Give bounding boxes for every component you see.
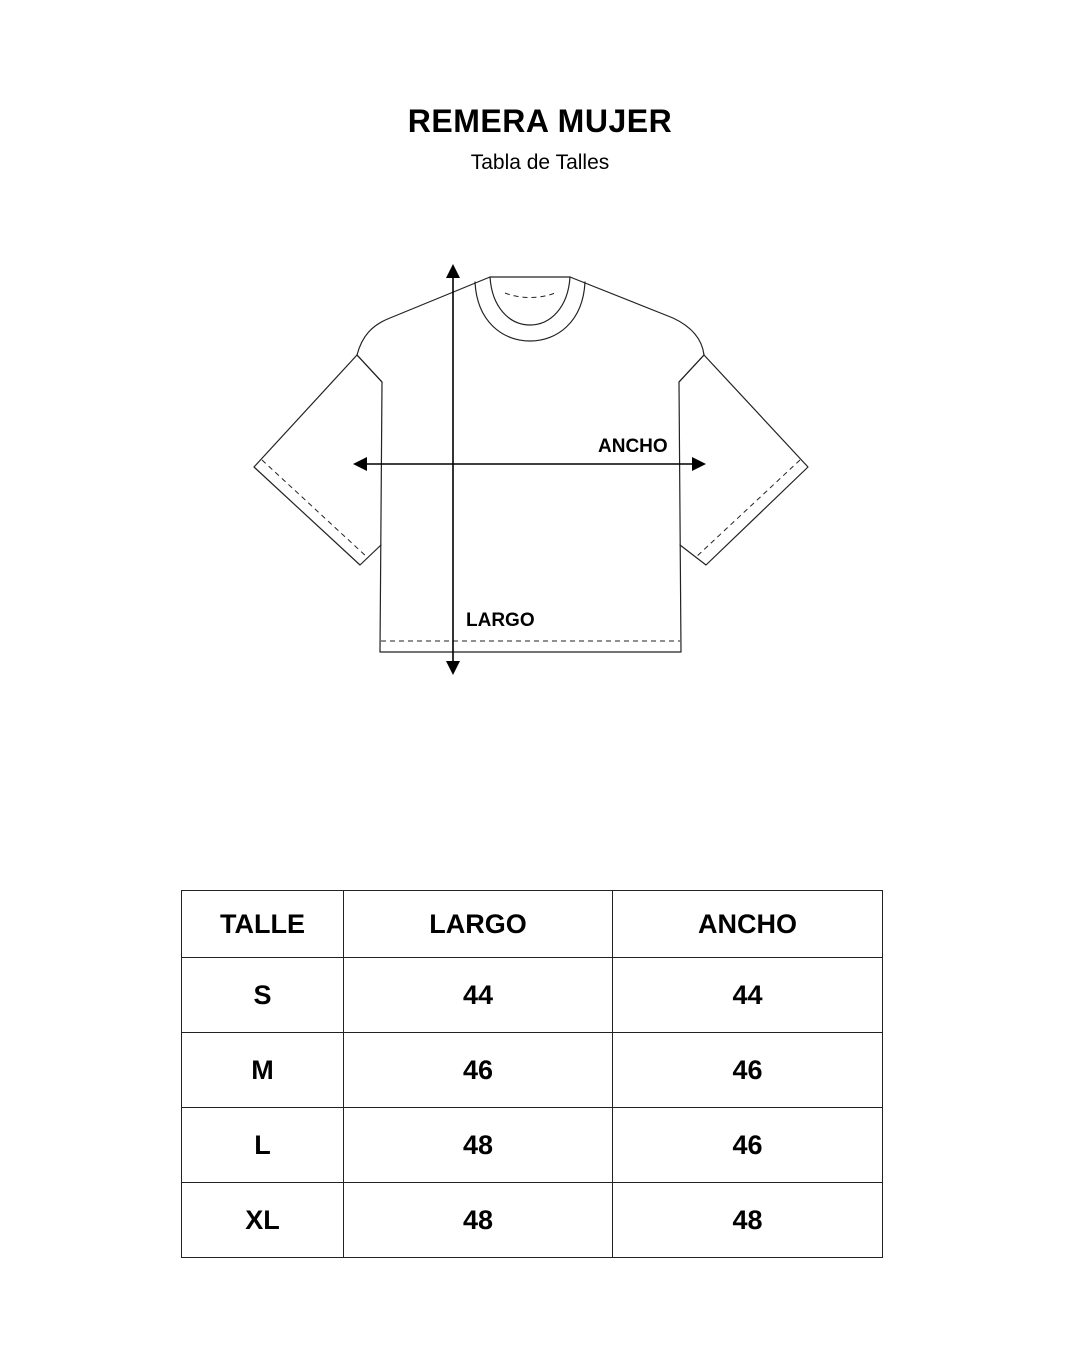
right-sleeve <box>680 355 808 565</box>
length-arrow-down-icon <box>446 661 460 675</box>
collar-inner <box>490 277 570 325</box>
width-arrow-right-icon <box>692 457 706 471</box>
length-arrow-up-icon <box>446 264 460 278</box>
width-cell: 48 <box>613 1183 883 1258</box>
size-cell: S <box>182 958 344 1033</box>
collar-stitch <box>505 293 555 298</box>
right-sleeve-stitch <box>695 460 800 558</box>
length-cell: 46 <box>344 1033 613 1108</box>
page-title: REMERA MUJER <box>407 103 673 139</box>
length-label: LARGO <box>466 610 535 631</box>
length-cell: 48 <box>344 1108 613 1183</box>
width-arrow-left-icon <box>353 457 367 471</box>
size-cell: L <box>182 1108 344 1183</box>
column-header-width: ANCHO <box>613 891 883 958</box>
table-row <box>182 1108 883 1183</box>
table-row <box>182 1183 883 1258</box>
table-row <box>182 1033 883 1108</box>
length-cell: 44 <box>344 958 613 1033</box>
width-cell: 46 <box>613 1033 883 1108</box>
table-row <box>182 958 883 1033</box>
size-cell: M <box>182 1033 344 1108</box>
length-cell: 48 <box>344 1183 613 1258</box>
page-subtitle: Tabla de Talles <box>470 151 610 174</box>
left-sleeve-stitch <box>262 460 368 558</box>
table-header-row <box>182 891 883 958</box>
size-cell: XL <box>182 1183 344 1258</box>
width-label: ANCHO <box>598 436 668 457</box>
width-cell: 46 <box>613 1108 883 1183</box>
column-header-length: LARGO <box>344 891 613 958</box>
width-cell: 44 <box>613 958 883 1033</box>
column-header-size: TALLE <box>182 891 344 958</box>
size-table <box>181 890 883 1258</box>
